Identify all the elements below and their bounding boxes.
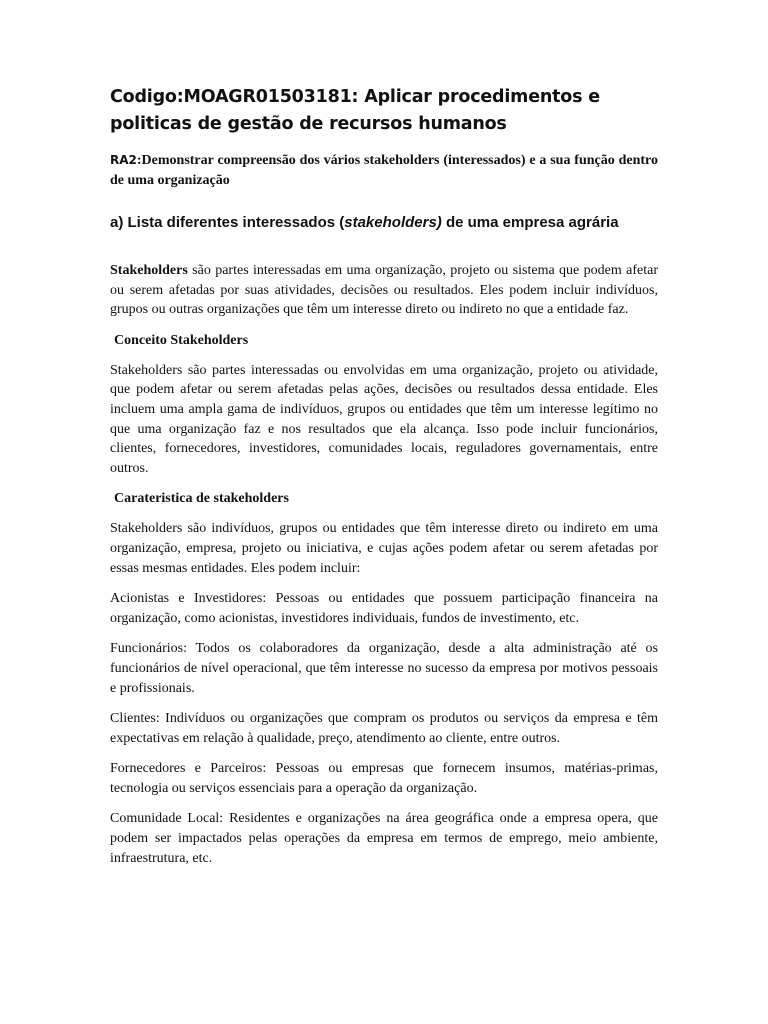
stakeholder-item-suppliers <box>110 759 658 798</box>
stakeholder-item-text: : Todos os colaboradores da organização, desde a alta administração até os funcionários de nível operacional, que têm interesse no sucesso da empresa por motivos pessoais e profissionais. <box>110 641 658 696</box>
concept-paragraph: Stakeholders são partes interessadas ou envolvidas em uma organização, projeto ou atividade, que podem afetar ou serem afetadas pelas ações, decisões ou resultados dessa entidade. Eles incluem uma ampla gama de indivíduos, grupos ou entidades que têm um interesse legítimo no que uma organização faz e nos resultados que ela alcança. Isso pode incluir funcionários, clientes, fornecedores, investidores, comunidades locais, reguladores governamentais, entre outros. <box>110 362 658 476</box>
intro-paragraph <box>110 261 658 320</box>
characteristic-paragraph: Stakeholders são indivíduos, grupos ou entidades que têm interesse direto ou indireto em uma organização, empresa, projeto ou iniciativa, e cujas ações podem afetar ou serem afetadas por essas mesmas entidades. Eles podem incluir: <box>110 521 658 576</box>
stakeholder-item-employees <box>110 639 658 698</box>
stakeholder-item-label: Fornecedores e Parceiros <box>110 761 263 777</box>
document-title: Codigo:MOAGR01503181: Aplicar procedimentos e politicas de gestão de recursos humanos <box>110 87 600 134</box>
stakeholder-item-community <box>110 809 658 868</box>
learning-outcome <box>110 150 658 191</box>
stakeholder-item-label: Comunidade Local <box>110 811 220 827</box>
section-a-suffix: de uma empresa agrária <box>441 214 619 231</box>
stakeholder-item-label: Clientes <box>110 711 156 727</box>
concept-heading: Conceito Stakeholders <box>114 332 249 348</box>
learning-outcome-code: RA2 <box>110 153 137 167</box>
stakeholder-item-text: : Pessoas ou entidades que possuem participação financeira na organização, como acionistas, investidores individuais, fundos de investimento, etc. <box>110 591 658 626</box>
section-a-prefix: a) Lista diferentes interessados ( <box>110 214 345 231</box>
stakeholder-item-clients <box>110 709 658 748</box>
stakeholder-item-text: : Indivíduos ou organizações que compram os produtos ou serviços da empresa e têm expectativas em relação à qualidade, preço, atendimento ao cliente, entre outros. <box>110 711 658 746</box>
stakeholder-item-label: Acionistas e Investidores <box>110 591 263 607</box>
stakeholder-item-text: : Pessoas ou empresas que fornecem insumos, matérias-primas, tecnologia ou serviços essenciais para a operação da organização. <box>110 761 658 796</box>
stakeholder-item-label: Funcionários <box>110 641 184 657</box>
intro-term: Stakeholders <box>110 263 188 278</box>
learning-outcome-text: :Demonstrar compreensão dos vários stakeholders (interessados) e a sua função dentro de uma organização <box>110 153 658 188</box>
section-a-emphasis: stakeholders) <box>344 214 442 231</box>
section-a-heading <box>110 213 658 233</box>
stakeholder-item-text: : Residentes e organizações na área geográfica onde a empresa opera, que podem ser impactados pelas operações da empresa em termos de emprego, meio ambiente, infraestrutura, etc. <box>110 811 658 866</box>
intro-text: são partes interessadas em uma organização, projeto ou sistema que podem afetar ou serem afetadas por suas atividades, decisões ou resultados. Eles podem incluir indivíduos, grupos ou outras organizações que têm um interesse direto ou indireto no que a entidade faz. <box>110 263 658 318</box>
stakeholder-item-investors <box>110 589 658 628</box>
document-page <box>110 84 658 879</box>
characteristic-heading: Carateristica de stakeholders <box>114 491 289 507</box>
